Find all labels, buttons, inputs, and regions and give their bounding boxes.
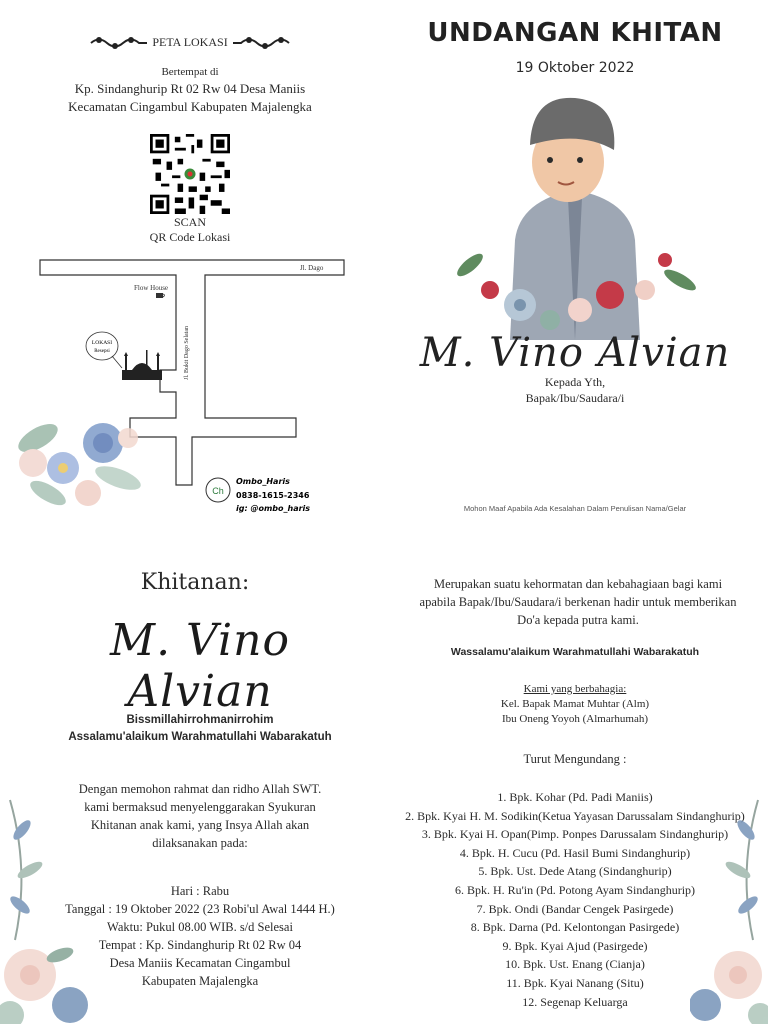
floral-border-right-icon xyxy=(690,790,768,1024)
child-name-inner: M. Vino Alvian xyxy=(110,615,290,717)
honor-paragraph xyxy=(388,575,768,629)
bismillah-text: Bissmillahirrohmanirrohim xyxy=(126,714,274,726)
road-side-label: Jl. Bukit Dago Selatan xyxy=(184,326,190,380)
intro-line: Khitanan anak kami, yang Insya Allah akan xyxy=(90,818,310,832)
list-item: 4. Bpk. H. Cucu (Pd. Hasil Bumi Sindanghurip) xyxy=(459,845,691,860)
event-place: Kabupaten Majalengka xyxy=(141,974,259,988)
honor-line: Merupakan suatu kehormatan dan kebahagiaan bagi kami xyxy=(433,577,723,591)
resepsi-label: Resepsi xyxy=(94,349,110,354)
lokasi-marker xyxy=(86,332,122,368)
svg-text:Ch: Ch xyxy=(212,486,224,496)
peta-lokasi-title: PETA LOKASI xyxy=(152,34,228,49)
road-top-label: Jl. Dago xyxy=(300,264,324,272)
intro-line: kami bermaksud menyelenggarakan Syukuran xyxy=(84,800,316,814)
list-item: 12. Segenap Keluarga xyxy=(522,994,628,1009)
event-time: Waktu: Pukul 08.00 WIB. s/d Selesai xyxy=(107,920,293,934)
credit-instagram: ig: @ombo_haris xyxy=(236,504,311,513)
honor-line: Do'a kepada putra kami. xyxy=(517,613,639,627)
list-item: 5. Bpk. Ust. Dede Atang (Sindanghurip) xyxy=(478,864,672,879)
flow-house-label: Flow House xyxy=(134,284,169,292)
kepada-label: Kepada Yth, xyxy=(544,375,606,389)
designer-logo-icon xyxy=(206,478,230,502)
opening-greeting xyxy=(30,712,370,746)
qr-code-label: QR Code Lokasi xyxy=(149,230,231,244)
ornament-left-icon xyxy=(89,34,149,52)
floral-bouquet-left-icon xyxy=(8,398,148,518)
list-item: 3. Bpk. Kyai H. Opan(Pimp. Ponpes Darussalam Sindanghurip) xyxy=(421,827,729,842)
list-item: 2. Bpk. Kyai H. M. Sodikin(Ketua Yayasan Darussalam Sindanghurip) xyxy=(405,808,745,823)
intro-line: dilaksanakan pada: xyxy=(152,836,248,850)
apology-note: Mohon Maaf Apabila Ada Kesalahan Dalam Penulisan Nama/Gelar xyxy=(463,504,687,513)
event-place: Tempat : Kp. Sindanghurip Rt 02 Rw 04 xyxy=(98,938,302,952)
khitanan-heading: Khitanan: xyxy=(140,570,250,595)
recipient-block xyxy=(420,374,730,406)
list-item: 9. Bpk. Kyai Ajud (Pasirgede) xyxy=(502,938,648,953)
event-place: Desa Maniis Kecamatan Cingambul xyxy=(109,956,291,970)
closing-greeting: Wassalamu'alaikum Warahmatullahi Wabarakatuh xyxy=(450,646,700,658)
list-item: 10. Bpk. Ust. Enang (Cianja) xyxy=(505,957,645,972)
list-item: 8. Bpk. Darna (Pd. Kelontongan Pasirgede) xyxy=(470,920,680,935)
cafe-icon xyxy=(156,293,165,298)
salam-text: Assalamu'alaikum Warahmatullahi Wabarakatuh xyxy=(68,731,332,743)
co-invite-heading: Turut Mengundang : xyxy=(523,752,627,766)
bertempat-label: Bertempat di xyxy=(161,66,219,78)
credit-name: Ombo_Haris xyxy=(236,477,290,486)
host-mother: Ibu Oneng Yoyoh (Almarhumah) xyxy=(501,713,649,725)
ornament-right-icon xyxy=(231,34,291,52)
floral-border-left-icon xyxy=(0,790,95,1024)
list-item: 7. Bpk. Ondi (Bandar Cengek Pasirgede) xyxy=(476,901,674,916)
invitation-date: 19 Oktober 2022 xyxy=(515,60,635,76)
event-date: Tanggal : 19 Oktober 2022 (23 Robi'ul Awal 1444 H.) xyxy=(65,902,335,916)
host-heading: Kami yang berbahagia: xyxy=(523,683,627,695)
scan-instructions xyxy=(90,215,290,245)
recipient-label: Bapak/Ibu/Saudara/i xyxy=(525,391,625,405)
child-portrait-photo xyxy=(450,90,700,340)
child-name-cover: M. Vino Alvian xyxy=(419,330,731,376)
credit-phone: 0838-1615-2346 xyxy=(236,491,310,500)
scan-label: SCAN xyxy=(173,215,206,229)
venue-address xyxy=(40,64,340,116)
address-line-1: Kp. Sindanghurip Rt 02 Rw 04 Desa Maniis xyxy=(74,81,306,96)
host-father: Kel. Bapak Mamat Muhtar (Alm) xyxy=(500,698,650,710)
intro-line: Dengan memohon rahmat dan ridho Allah SWT. xyxy=(78,782,322,796)
lokasi-label: LOKASI xyxy=(91,340,113,346)
list-item: 11. Bpk. Kyai Nanang (Situ) xyxy=(506,975,644,990)
qr-code-image[interactable] xyxy=(150,134,230,214)
honor-line: apabila Bapak/Ibu/Saudara/i berkenan hadir untuk memberikan xyxy=(419,595,737,609)
invitation-title: UNDANGAN KHITAN xyxy=(427,18,723,48)
list-item: 1. Bpk. Kohar (Pd. Padi Maniis) xyxy=(497,790,653,804)
host-family xyxy=(400,682,750,727)
mosque-icon xyxy=(122,350,162,380)
peta-lokasi-heading xyxy=(70,34,310,52)
event-day: Hari : Rabu xyxy=(170,884,230,898)
address-line-2: Kecamatan Cingambul Kabupaten Majalengka xyxy=(68,99,312,114)
list-item: 6. Bpk. H. Ru'in (Pd. Potong Ayam Sindanghurip) xyxy=(454,882,696,897)
